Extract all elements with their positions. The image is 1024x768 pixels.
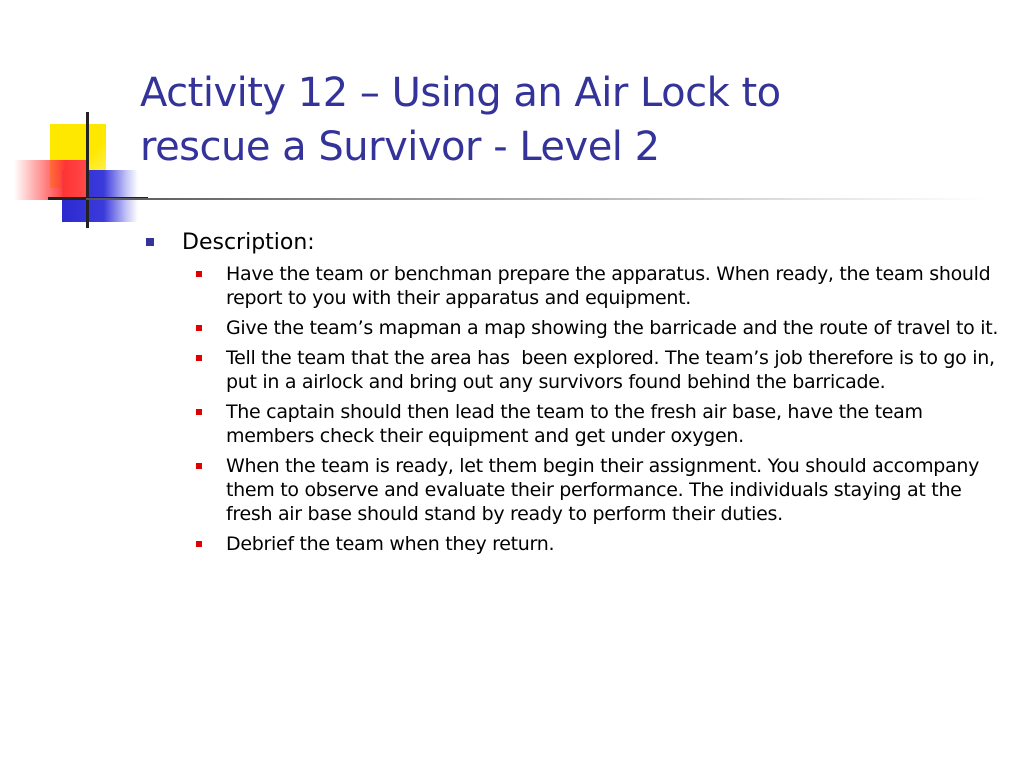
sub-bullet-item bbox=[184, 316, 1010, 340]
decorative-logo-graphic bbox=[0, 0, 150, 240]
sub-bullet-text: Give the team’s mapman a map showing the barricade and the route of travel to it. bbox=[226, 317, 999, 339]
title-divider bbox=[86, 198, 986, 200]
slide-body bbox=[140, 228, 1010, 562]
sub-bullet-item bbox=[184, 454, 1010, 526]
red-square-bullet-icon bbox=[196, 325, 202, 331]
bullet-description bbox=[140, 228, 1010, 258]
red-square-bullet-icon bbox=[196, 409, 202, 415]
sub-bullet-list bbox=[140, 262, 1010, 556]
sub-bullet-text: Debrief the team when they return. bbox=[226, 533, 555, 555]
logo-vertical-line bbox=[86, 112, 89, 228]
description-heading: Description: bbox=[182, 230, 315, 255]
sub-bullet-text: The captain should then lead the team to the fresh air base, have the team members check their equipment and get under oxygen. bbox=[226, 401, 923, 447]
slide-title bbox=[140, 66, 1000, 174]
sub-bullet-item bbox=[184, 346, 1010, 394]
logo-red-square bbox=[14, 160, 88, 200]
red-square-bullet-icon bbox=[196, 541, 202, 547]
blue-square-bullet-icon bbox=[146, 238, 154, 246]
sub-bullet-item bbox=[184, 532, 1010, 556]
red-square-bullet-icon bbox=[196, 355, 202, 361]
sub-bullet-item bbox=[184, 262, 1010, 310]
slide-title-line-2: rescue a Survivor - Level 2 bbox=[140, 124, 660, 170]
sub-bullet-text: Tell the team that the area has been explored. The team’s job therefore is to go in, put in a airlock and bring out any survivors found behind the barricade. bbox=[226, 347, 1001, 393]
sub-bullet-text: Have the team or benchman prepare the apparatus. When ready, the team should report to you with their apparatus and equipment. bbox=[226, 263, 991, 309]
sub-bullet-text: When the team is ready, let them begin their assignment. You should accompany them to observe and evaluate their performance. The individuals staying at the fresh air base should stand by ready to perform their duties. bbox=[226, 455, 980, 525]
red-square-bullet-icon bbox=[196, 463, 202, 469]
slide-title-line-1: Activity 12 – Using an Air Lock to bbox=[140, 70, 781, 116]
sub-bullet-item bbox=[184, 400, 1010, 448]
red-square-bullet-icon bbox=[196, 271, 202, 277]
